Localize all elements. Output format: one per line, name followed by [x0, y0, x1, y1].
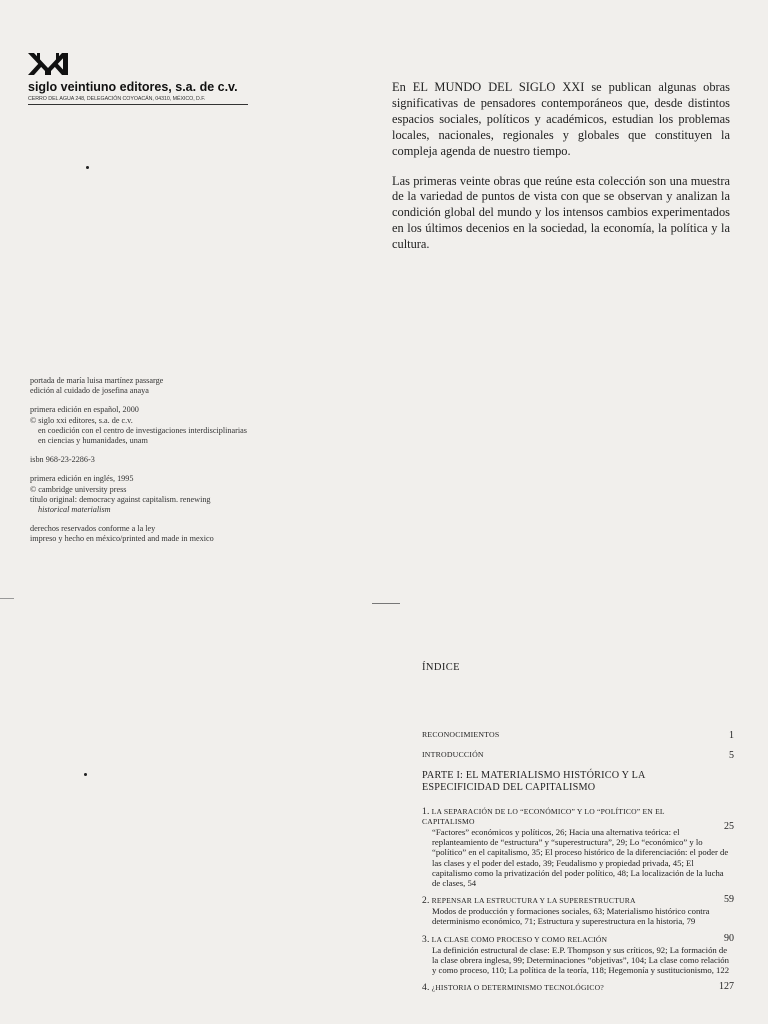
toc-entry-label: RECONOCIMIENTOS — [422, 730, 500, 739]
chapter-title: LA SEPARACIÓN DE LO “ECONÓMICO” Y LO “POLÍTICO” EN EL CAPITALISMO — [422, 807, 665, 826]
toc-entry-label: INTRODUCCIÓN — [422, 750, 484, 759]
toc-page-number: 127 — [719, 981, 734, 993]
toc-entry — [422, 730, 734, 750]
index-title: ÍNDICE — [422, 662, 460, 673]
credit-line: en ciencias y humanidades, unam — [38, 436, 148, 446]
toc-page-number: 59 — [724, 894, 734, 906]
intro-paragraph: En EL MUNDO DEL SIGLO XXI se publican algunas obras significativas de pensadores contemporáneos que, desde distintos espacios sociales, políticos y académicos, estudian los problemas locales, nacionales, regionales y globales que constituyen la compleja agenda de nuestro tiempo. — [392, 80, 730, 158]
credits-group-cover — [30, 376, 330, 396]
credits-group-rights — [30, 524, 330, 544]
isbn: isbn 968-23-2286-3 — [30, 455, 95, 465]
chapter-title: REPENSAR LA ESTRUCTURA Y LA SUPERESTRUCTURA — [431, 896, 636, 906]
credit-line: en coedición con el centro de investigaciones interdisciplinarias — [38, 425, 247, 435]
toc-chapter — [422, 983, 734, 993]
copyright-credits — [30, 376, 330, 554]
toc-entry — [422, 750, 734, 770]
toc-page-number: 25 — [724, 821, 734, 832]
toc-chapter — [422, 896, 734, 926]
chapter-title: ¿HISTORIA O DETERMINISMO TECNOLÓGICO? — [431, 983, 604, 993]
page-edge-mark — [372, 603, 400, 604]
toc-page-number: 90 — [724, 932, 734, 944]
credits-group-isbn — [30, 455, 330, 465]
divider-rule — [28, 104, 248, 105]
publisher-name: siglo veintiuno editores, s.a. de c.v. — [28, 80, 238, 94]
print-speck — [84, 773, 87, 776]
toc-chapter — [422, 807, 734, 888]
chapter-number: 3. — [422, 934, 430, 945]
intro-paragraph: Las primeras veinte obras que reúne esta colección son una muestra de la variedad de puntos de vista con que se observan y analizan la condición global del mundo y los intensos cambios experimentados en los últimos decenios en la sociedad, la economía, la política y la cultura. — [392, 173, 730, 252]
toc-chapter — [422, 932, 734, 976]
table-of-contents — [422, 730, 734, 993]
credit-line: impreso y hecho en méxico/printed and made in mexico — [30, 534, 214, 544]
chapter-number: 1. — [422, 807, 430, 817]
publisher-address: CERRO DEL AGUA 248, DELEGACIÓN COYOACÁN, 04310, MÉXICO, D.F. — [28, 96, 206, 102]
credit-line: © siglo xxi editores, s.a. de c.v. — [30, 415, 133, 425]
collection-intro — [392, 80, 730, 267]
credit-line: © cambridge university press — [30, 484, 127, 494]
page-edge-mark — [0, 598, 14, 599]
credit-line: primera edición en español, 2000 — [30, 405, 139, 415]
chapter-description: La definición estructural de clase: E.P. Thompson y sus críticos, 92; La formación de la clase obrera inglesa, 99; Determinaciones “objetivas”, 104; La clase como relación y como proceso, 110; La política de la teoría, 118; Hegemonía y sustitucionismo, 122 — [432, 944, 730, 976]
credits-group-english-edition — [30, 474, 330, 515]
credits-group-spanish-edition — [30, 405, 330, 446]
print-speck — [86, 166, 89, 169]
chapter-number: 4. — [422, 983, 430, 994]
chapter-title: LA CLASE COMO PROCESO Y COMO RELACIÓN — [431, 934, 608, 944]
credit-line: título original: democracy against capitalism. renewing — [30, 494, 211, 504]
toc-page-number: 1 — [729, 730, 734, 741]
credit-line: historical materialism — [38, 505, 111, 515]
toc-page-number: 5 — [729, 750, 734, 761]
credit-line: primera edición en inglés, 1995 — [30, 474, 134, 484]
chapter-description: Modos de producción y formaciones sociales, 63; Materialismo histórico contra determinismo económico, 71; Estructura y superestructura en la historia, 79 — [432, 906, 710, 927]
right-page — [384, 0, 768, 1024]
siglo-xxi-logo — [28, 53, 68, 75]
credit-line: portada de maría luisa martínez passarge — [30, 376, 164, 385]
chapter-number: 2. — [422, 896, 430, 907]
credit-line: derechos reservados conforme a la ley — [30, 524, 156, 534]
toc-part-title: PARTE I: EL MATERIALISMO HISTÓRICO Y LA ESPECIFICIDAD DEL CAPITALISMO — [422, 770, 646, 793]
chapter-description: “Factores” económicos y políticos, 26; Hacia una alternativa teórica: el replanteamiento de “estructura” y “superestructura”, 29; Lo “económico” y lo “político” en el capitalismo, 35; El proceso histórico de la diferenciación: el poder de las clases y el poder del estado, 39; Feudalismo y propiedad privada, 45; El capitalismo como la privatización del poder político, 48; La localización de la lucha de clases, 54 — [432, 827, 729, 889]
credit-line: edición al cuidado de josefina anaya — [30, 386, 149, 396]
